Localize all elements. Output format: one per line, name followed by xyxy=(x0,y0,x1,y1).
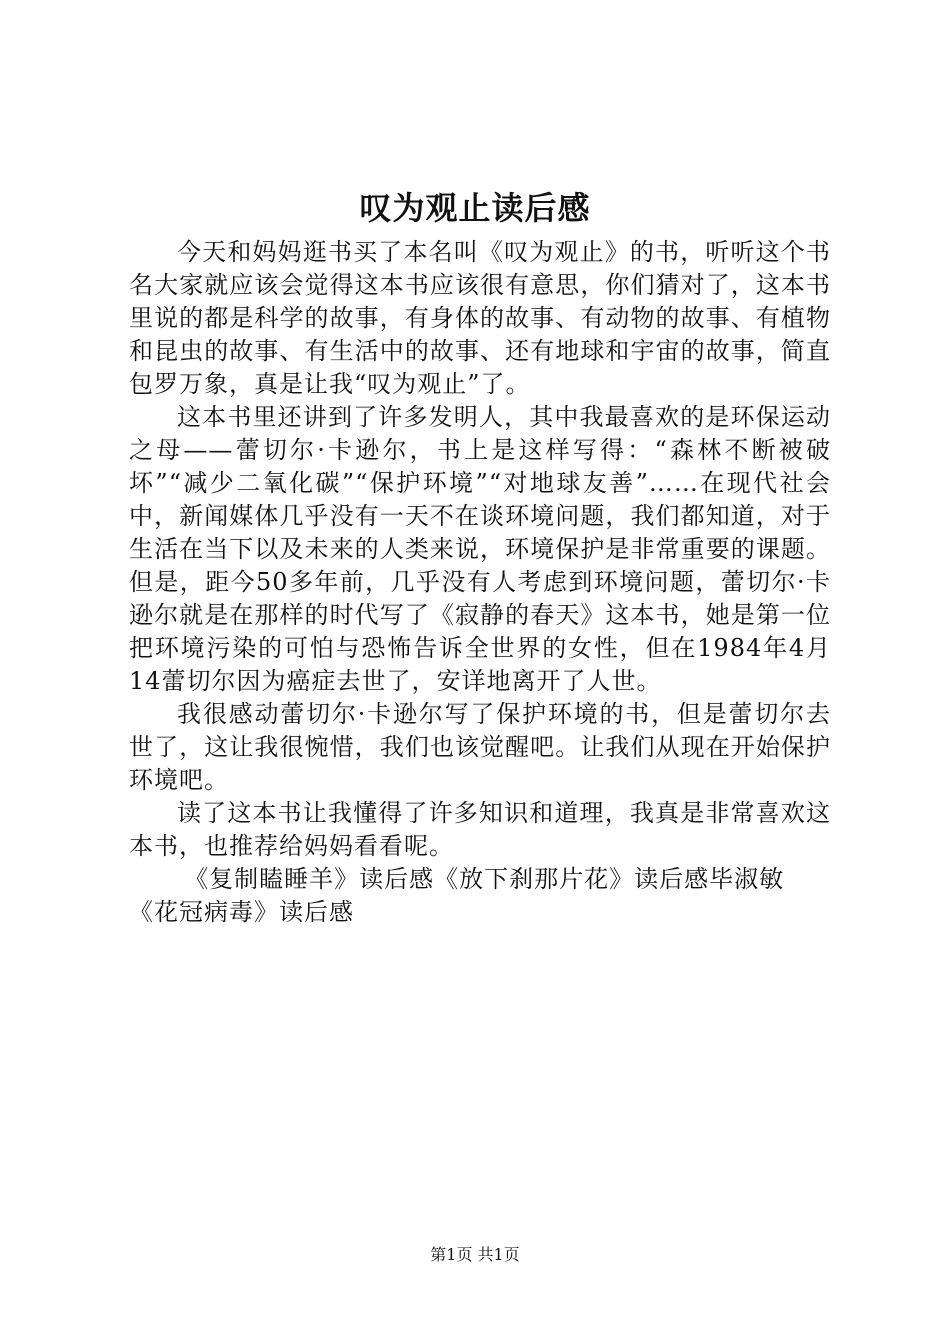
paragraph-3: 我很感动蕾切尔·卡逊尔写了保护环境的书，但是蕾切尔去世了，这让我很惋惜，我们也该觉醒吧。让我们从现在开始保护环境吧。 xyxy=(129,700,831,794)
document-body xyxy=(129,236,831,929)
paragraph-1: 今天和妈妈逛书买了本名叫《叹为观止》的书，听听这个书名大家就应该会觉得这本书应该很有意思，你们猜对了，这本书里说的都是科学的故事，有身体的故事、有动物的故事、有植物和昆虫的故事、有生活中的故事、还有地球和宇宙的故事，简直包罗万象，真是让我“叹为观止”了。 xyxy=(129,238,831,398)
related-articles: 《复制瞌睡羊》读后感《放下刹那片花》读后感毕淑敏《花冠病毒》读后感 xyxy=(129,865,785,926)
paragraph-4: 读了这本书让我懂得了许多知识和道理，我真是非常喜欢这本书，也推荐给妈妈看看呢。 xyxy=(129,799,831,860)
paragraph-2: 这本书里还讲到了许多发明人，其中我最喜欢的是环保运动之母——蕾切尔·卡逊尔，书上是这样写得：“森林不断被破坏”“减少二氧化碳”“保护环境”“对地球友善”……在现代社会中，新闻媒体几乎没有一天不在谈环境问题，我们都知道，对于生活在当下以及未来的人类来说，环境保护是非常重要的课题。但是，距今50多年前，几乎没有人考虑到环境问题，蕾切尔·卡逊尔就是在那样的时代写了《寂静的春天》这本书，她是第一位把环境污染的可怕与恐怖告诉全世界的女性，但在1984年4月14蕾切尔因为癌症去世了，安详地离开了人世。 xyxy=(129,403,831,695)
page-footer: 第1页 共1页 xyxy=(430,1245,520,1264)
page-title: 叹为观止读后感 xyxy=(359,189,591,227)
